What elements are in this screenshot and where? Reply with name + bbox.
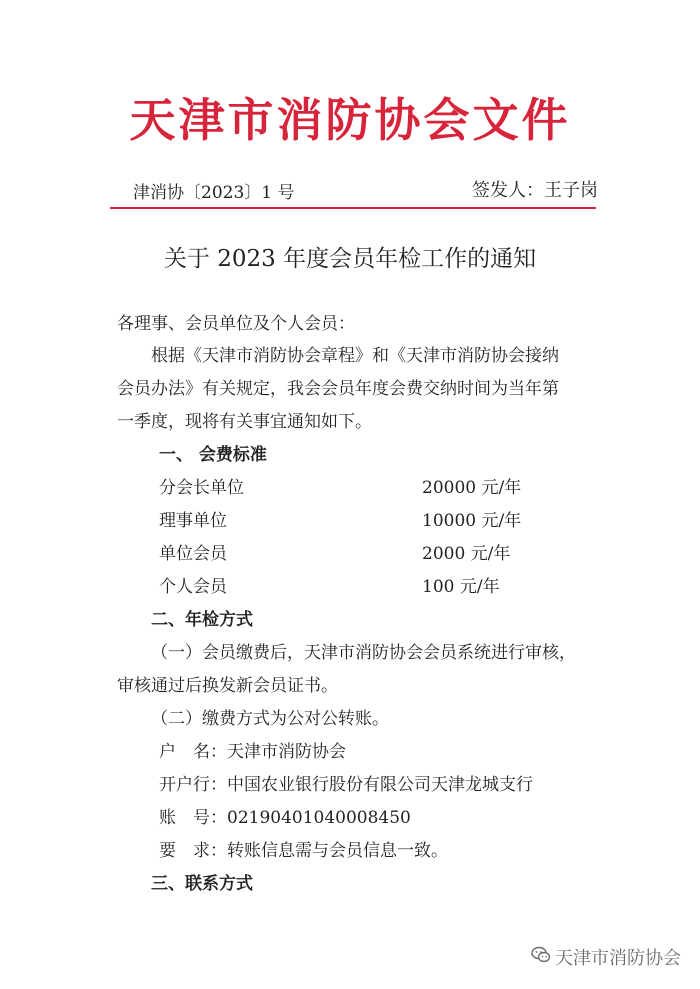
intro-line: 根据《天津市消防协会章程》和《天津市消防协会接纳 bbox=[151, 346, 559, 366]
fee-category: 分会长单位 bbox=[159, 478, 244, 498]
account-number: 账 号：02190401040008450 bbox=[159, 808, 411, 828]
signer: 签发人：王子岗 bbox=[472, 180, 598, 201]
salutation: 各理事、会员单位及个人会员： bbox=[117, 314, 355, 334]
wechat-icon bbox=[531, 946, 555, 969]
fee-category: 个人会员 bbox=[159, 577, 227, 597]
account-bank: 开户行：中国农业银行股份有限公司天津龙城支行 bbox=[159, 775, 533, 795]
header-divider bbox=[110, 207, 596, 209]
fee-category: 单位会员 bbox=[159, 544, 227, 564]
document-number: 津消协〔2023〕1 号 bbox=[133, 183, 295, 203]
fee-amount: 20000 元/年 bbox=[422, 478, 522, 498]
inspection-item-line: （一）会员缴费后，天津市消防协会会员系统进行审核， bbox=[151, 643, 576, 663]
section-heading-inspection: 二、年检方式 bbox=[151, 610, 253, 630]
section-heading-fees: 一、 会费标准 bbox=[159, 445, 267, 465]
fee-amount: 100 元/年 bbox=[422, 577, 500, 597]
account-name: 户 名：天津市消防协会 bbox=[159, 742, 346, 762]
wechat-watermark bbox=[531, 944, 681, 970]
account-requirement: 要 求：转账信息需与会员信息一致。 bbox=[159, 841, 448, 861]
document-header-title: 天津市消防协会文件 bbox=[129, 93, 571, 147]
intro-line: 一季度，现将有关事宜通知如下。 bbox=[117, 412, 372, 432]
fee-amount: 10000 元/年 bbox=[422, 511, 522, 531]
notice-title: 关于 2023 年度会员年检工作的通知 bbox=[163, 246, 537, 272]
intro-line: 会员办法》有关规定，我会会员年度会费交纳时间为当年第 bbox=[117, 379, 559, 399]
inspection-item-line: 审核通过后换发新会员证书。 bbox=[117, 676, 338, 696]
inspection-item-line: （二）缴费方式为公对公转账。 bbox=[151, 709, 389, 729]
watermark-text: 天津市消防协会 bbox=[555, 948, 681, 969]
fee-amount: 2000 元/年 bbox=[422, 544, 511, 564]
fee-category: 理事单位 bbox=[159, 511, 227, 531]
section-heading-contact: 三、联系方式 bbox=[151, 874, 253, 894]
